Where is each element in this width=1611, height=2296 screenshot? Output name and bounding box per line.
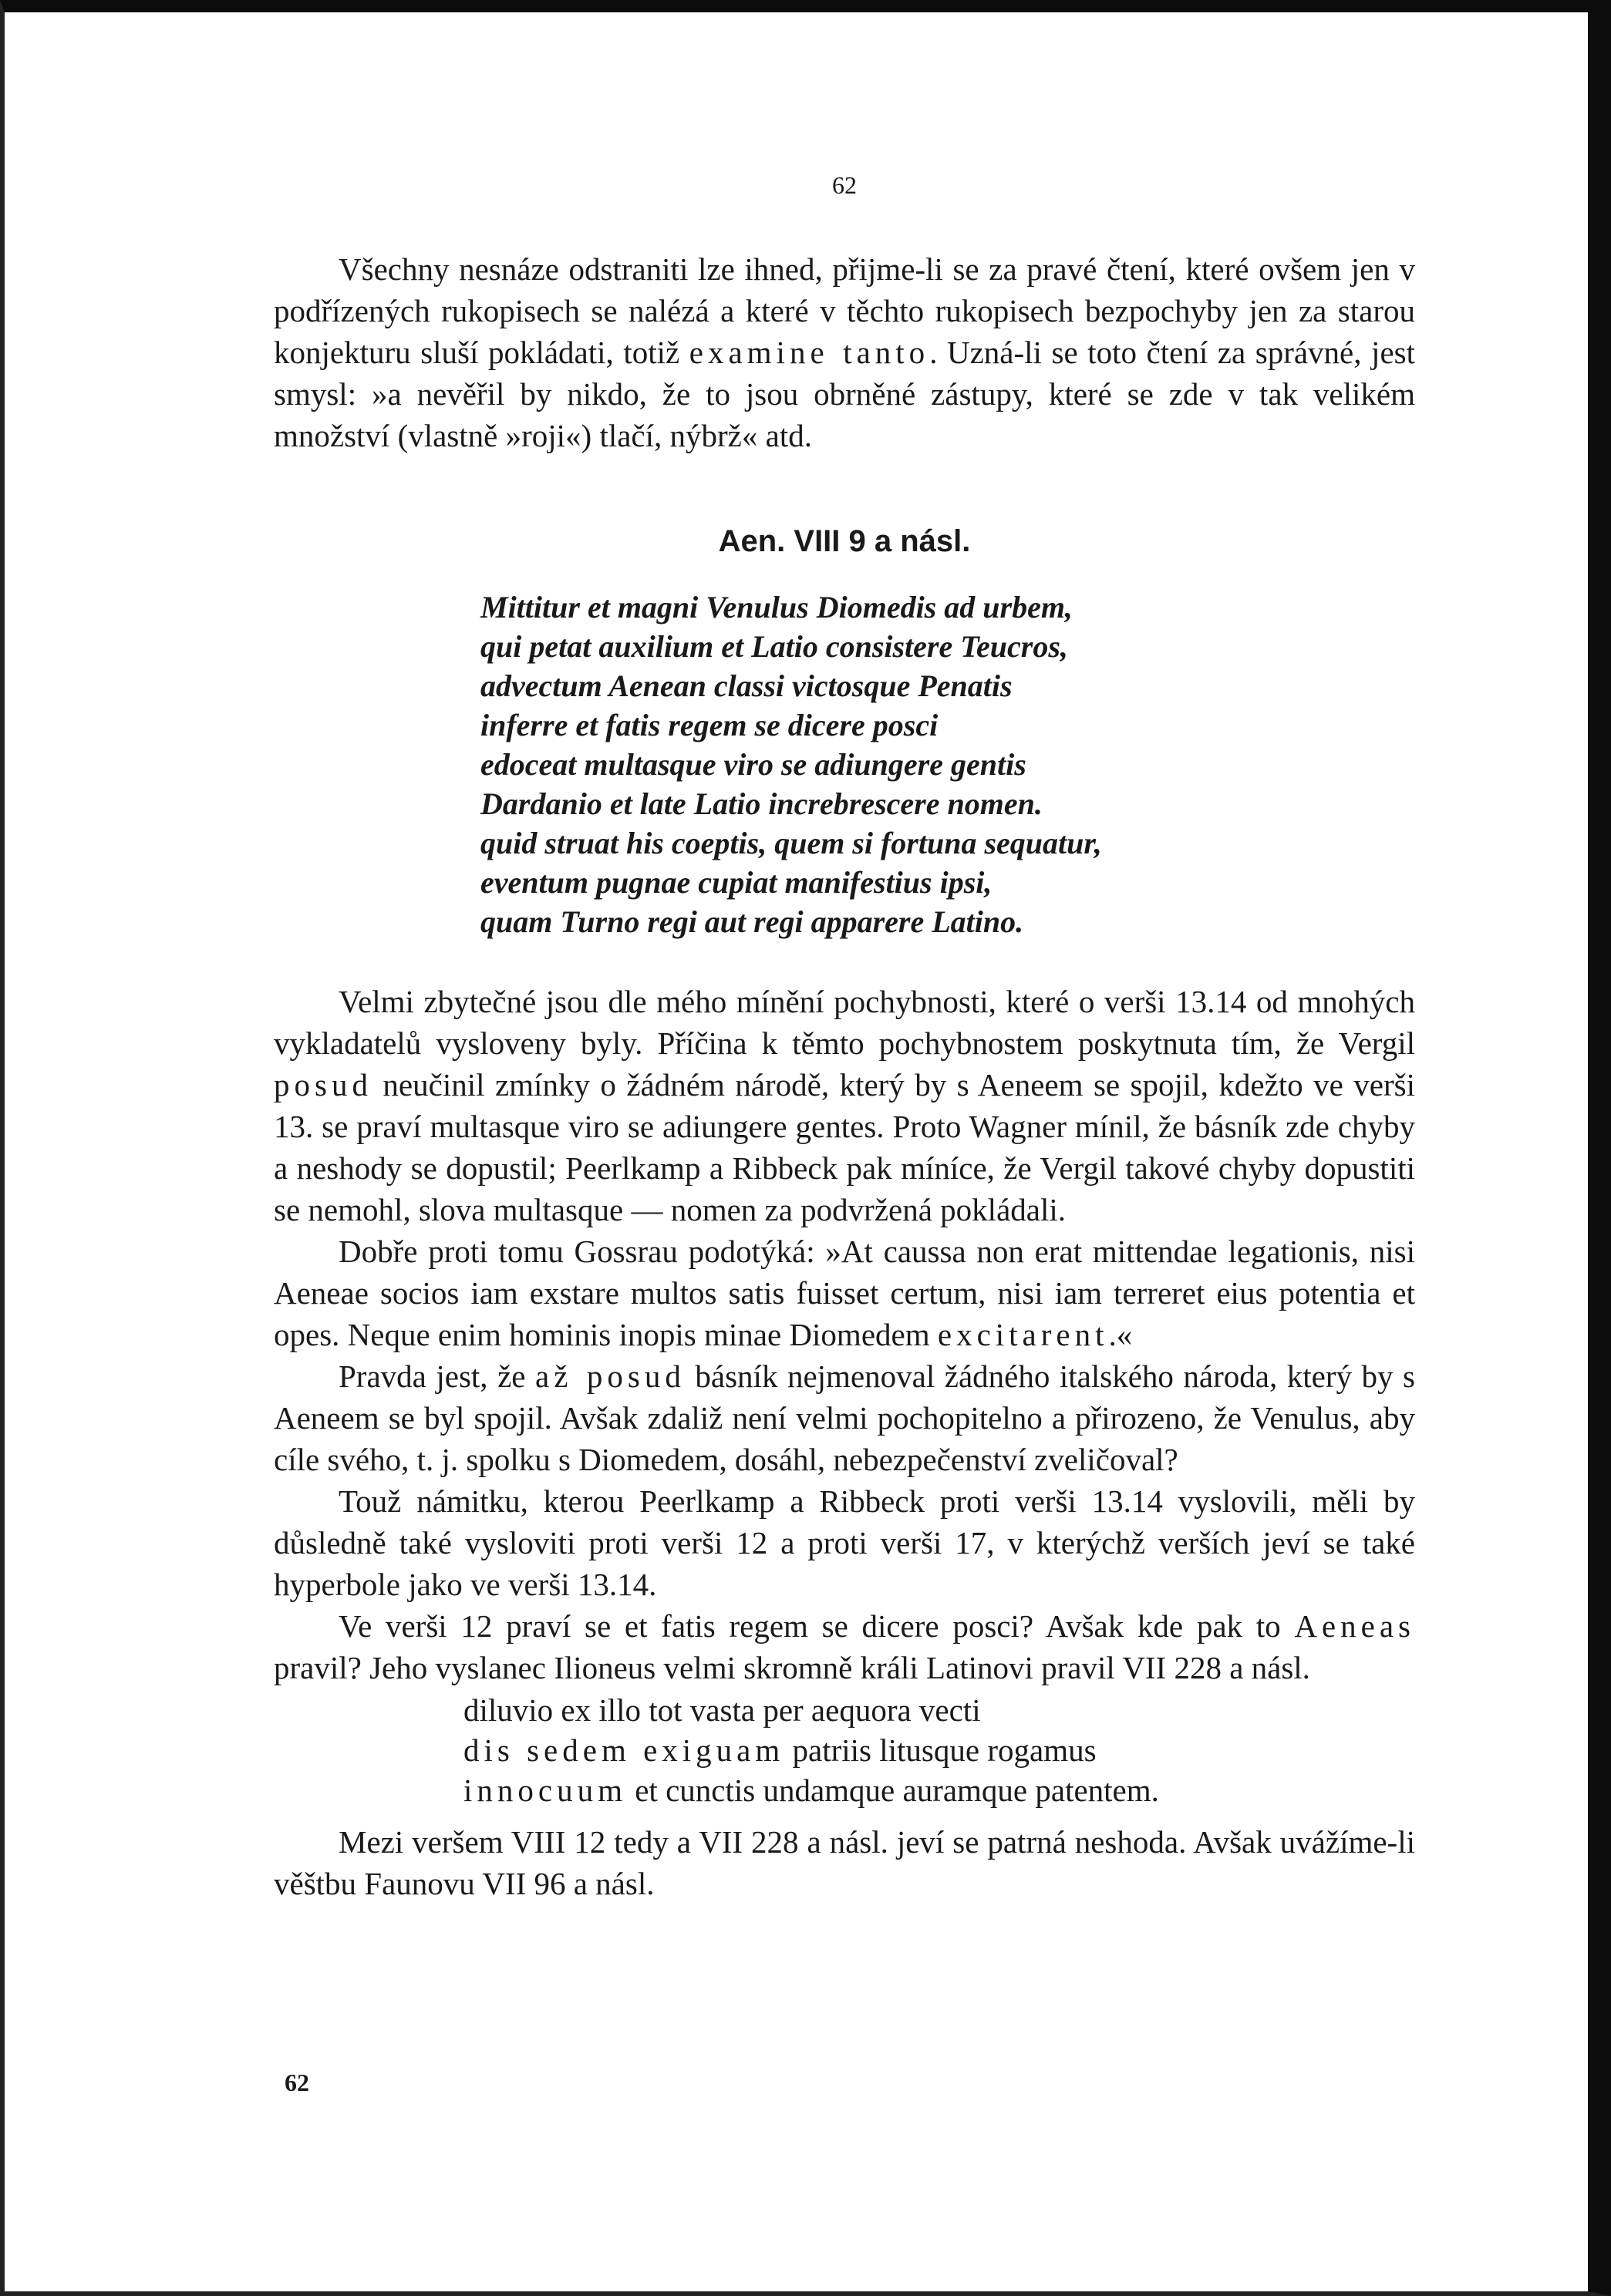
verse-text: patriis litusque rogamus bbox=[784, 1732, 1097, 1768]
para6-text-2: pravil? Jeho vyslanec Ilioneus velmi skromně králi Latinovi pravil VII 228 a násl. bbox=[274, 1650, 1310, 1685]
para6-text-1: Ve verši 12 praví se et fatis regem se dicere posci? Avšak kde pak to bbox=[339, 1608, 1295, 1644]
page-number-top: 62 bbox=[832, 171, 857, 199]
paragraph-6 bbox=[274, 1605, 1415, 1688]
paragraph-5: Touž námitku, kterou Peerlkamp a Ribbeck proti verši 13.14 vyslovili, měli by důsledně také vysloviti proti verši 12 a proti verši 17, v kterýchž verších jeví se také hyperbole jako ve verši 13.14. bbox=[274, 1483, 1415, 1602]
paragraph-4 bbox=[274, 1355, 1415, 1480]
verse-line: edoceat multasque viro se adiungere gentis bbox=[480, 747, 1026, 782]
verse-text: et cunctis undamque auramque patentem. bbox=[626, 1772, 1159, 1808]
para6-spaced: Aeneas bbox=[1294, 1608, 1415, 1644]
body-text bbox=[274, 981, 1415, 1904]
intro-text-1: Všechny nesnáze odstraniti lze ihned, přijme-li se za pravé čtení, které ovšem jen v podřízených rukopisech se nalézá a které v těchto rukopisech bezpochyby jen za starou konjekturu sluší pokládati, totiž bbox=[274, 251, 1415, 370]
paragraph-3 bbox=[274, 1230, 1415, 1355]
verse-line: eventum pugnae cupiat manifestius ipsi, bbox=[480, 865, 993, 900]
intro-text-2: . Uzná-li se toto čtení za správné, jest smysl: »a nevěřil by nikdo, že to jsou obrněné zástupy, které se zde v tak velikém množství (vlastně »roji«) tlačí, nýbrž« atd. bbox=[274, 335, 1415, 453]
intro-paragraph bbox=[274, 248, 1415, 456]
verse-spaced: innocuum bbox=[463, 1772, 627, 1808]
para3-spaced: excitarent bbox=[937, 1317, 1109, 1352]
page-number-bottom: 62 bbox=[285, 2069, 309, 2096]
para2-text-2: neučinil zmínky o žádném národě, který by s Aeneem se spojil, kdežto ve verši 13. se praví multasque viro se adiungere gentes. Proto Wagner mínil, že básník zde chyby a neshody se dopustil; Peerlkamp a Ribbeck pak míníce, že Vergil takové chyby dopustiti se nemohl, slova multasque — nomen za podvržená pokládali. bbox=[274, 1067, 1415, 1227]
verse-line: Mittitur et magni Venulus Diomedis ad urbem, bbox=[480, 590, 1073, 624]
verse-line: diluvio ex illo tot vasta per aequora vecti bbox=[463, 1692, 981, 1728]
verse-line: quid struat his coeptis, quem si fortuna sequatur, bbox=[480, 826, 1102, 860]
latin-verse-block bbox=[480, 587, 1102, 941]
verse-line: Dardanio et late Latio increbrescere nomen. bbox=[480, 786, 1043, 821]
plain-verse-block bbox=[463, 1690, 1415, 1810]
intro-spaced: examine tanto bbox=[689, 335, 930, 370]
verse-line: advectum Aenean classi victosque Penatis bbox=[480, 668, 1013, 703]
paragraph-7: Mezi veršem VIII 12 tedy a VII 228 a násl. jeví se patrná neshoda. Avšak uvážíme-li věštbu Faunovu VII 96 a násl. bbox=[274, 1824, 1415, 1901]
verse-line: qui petat auxilium et Latio consistere Teucros, bbox=[480, 629, 1068, 664]
para4-spaced: až posud bbox=[535, 1358, 686, 1394]
para4-text-1: Pravda jest, že bbox=[339, 1358, 535, 1394]
verse-line: quam Turno regi aut regi apparere Latino. bbox=[480, 904, 1024, 939]
section-heading: Aen. VIII 9 a násl. bbox=[718, 524, 971, 558]
paragraph-2 bbox=[274, 981, 1415, 1230]
verse-line: inferre et fatis regem se dicere posci bbox=[480, 708, 939, 742]
para2-spaced: posud bbox=[274, 1067, 372, 1103]
para3-text-1: Dobře proti tomu Gossrau podotýká: »At caussa non erat mittendae legationis, nisi Aeneae socios iam exstare multos satis fuisset certum, nisi iam terreret eius potentia et opes. Neque enim hominis inopis minae Diomedem bbox=[274, 1234, 1415, 1352]
para2-text-1: Velmi zbytečné jsou dle mého mínění pochybnosti, které o verši 13.14 od mnohých vykladatelů vysloveny byly. Příčina k těmto pochybnostem poskytnuta tím, že Vergil bbox=[274, 984, 1415, 1061]
verse-spaced: dis sedem exiguam bbox=[463, 1732, 785, 1768]
verse-line bbox=[463, 1730, 1415, 1770]
para3-text-2: .« bbox=[1108, 1317, 1133, 1352]
verse-line bbox=[463, 1770, 1415, 1810]
para4-text-2: básník nejmenoval žádného italského národa, který by s Aeneem se byl spojil. Avšak zdaliž není velmi pochopitelno a přirozeno, že Venulus, aby cíle svého, t. j. spolku s Diomedem, dosáhl, nebezpečenství zveličoval? bbox=[274, 1358, 1415, 1477]
